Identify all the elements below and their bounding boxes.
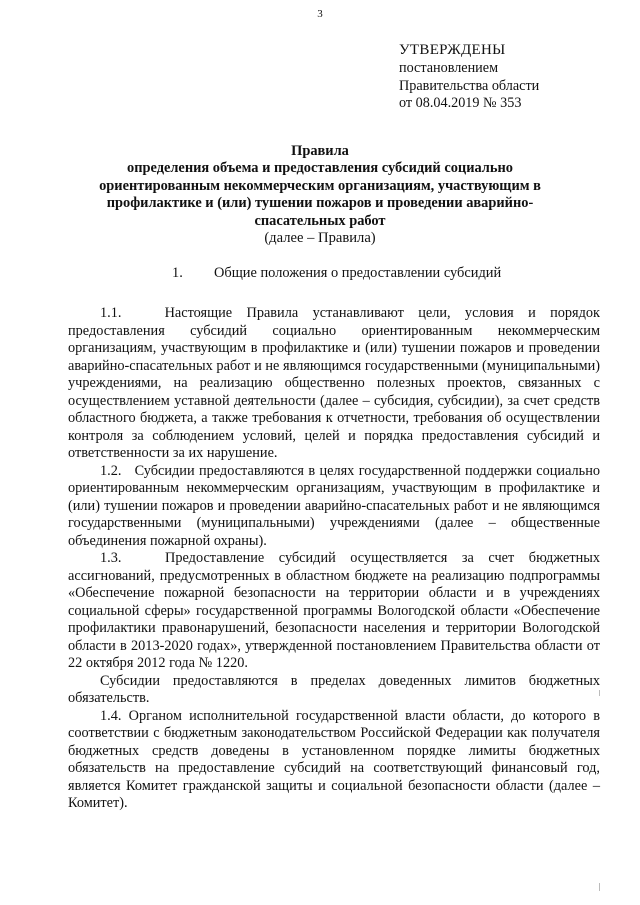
paragraph-1-3: 1.3. Предоставление субсидий осуществляется за счет бюджетных ассигнований, предусмотренных в областном бюджете на реализацию подпрограммы «Обеспечение пожарной безопасности на территории области и в учреждениях социальной сферы» государственной программы Вологодской области «Обеспечение профилактики правонарушений, безопасности населения и территории Вологодской области в 2013-2020 годах», утвержденной постановлением Правительства области от 22 октября 2012 года № 1220.: [68, 550, 600, 671]
approval-line: от 08.04.2019 № 353: [399, 95, 522, 111]
section-number: 1.: [172, 265, 183, 281]
title-subtitle: определения объема и предоставления субсидий социально ориентированным некоммерческим организациям, участвующим в профилактике и (или) тушении пожаров и проведении аварийно-спасательных работ: [99, 160, 541, 229]
document-body: [68, 305, 600, 813]
approval-line: Правительства области: [399, 77, 540, 94]
paragraph-1-4: 1.4. Органом исполнительной государственной власти области, до которого в соответствии с бюджетным законодательством Российской Федерации как получателя бюджетных средств доведены в установленном порядке лимиты бюджетных обязательств на предоставление субсидий на соответствующий финансовый год, является Комитет гражданской защиты и социальной безопасности области (далее – Комитет).: [68, 707, 600, 811]
approval-stamp: [399, 40, 629, 113]
paragraph-limits: Субсидии предоставляются в пределах доведенных лимитов бюджетных обязательств.: [68, 672, 600, 706]
approval-heading: УТВЕРЖДЕНЫ: [399, 42, 506, 58]
section-title: Общие положения о предоставлении субсидий: [214, 265, 502, 281]
scan-mark: [599, 690, 600, 696]
document-title: [0, 143, 640, 248]
approval-line: постановлением: [399, 60, 499, 76]
title-heading: Правила: [291, 143, 349, 159]
paragraph-1-2: 1.2. Субсидии предоставляются в целях государственной поддержки социально ориентированным некоммерческим организациям, участвующим в профилактике и (или) тушении пожаров и проведении аварийно-спасательных работ и не являющимся государственными (муниципальными) учреждениями (далее – общественные объединения пожарной охраны).: [68, 462, 600, 549]
title-note: (далее – Правила): [264, 230, 376, 247]
paragraph-1-1: 1.1. Настоящие Правила устанавливают цели, условия и порядок предоставления субсидий социально ориентированным некоммерческим организациям, участвующим в профилактике и (или) тушении пожаров и проведении аварийно-спасательных работ и не являющимся государственными (муниципальными) учреждениями, на реализацию общественно полезных проектов, связанных с осуществлением уставной деятельности (далее – субсидия, субсидии), за счет средств областного бюджета, а также требования к отчетности, требования об осуществлении контроля за соблюдением условий, целей и порядка предоставления субсидий и ответственности за их нарушение.: [68, 305, 600, 461]
scan-mark: [599, 883, 600, 891]
page-number: 3: [317, 8, 323, 20]
